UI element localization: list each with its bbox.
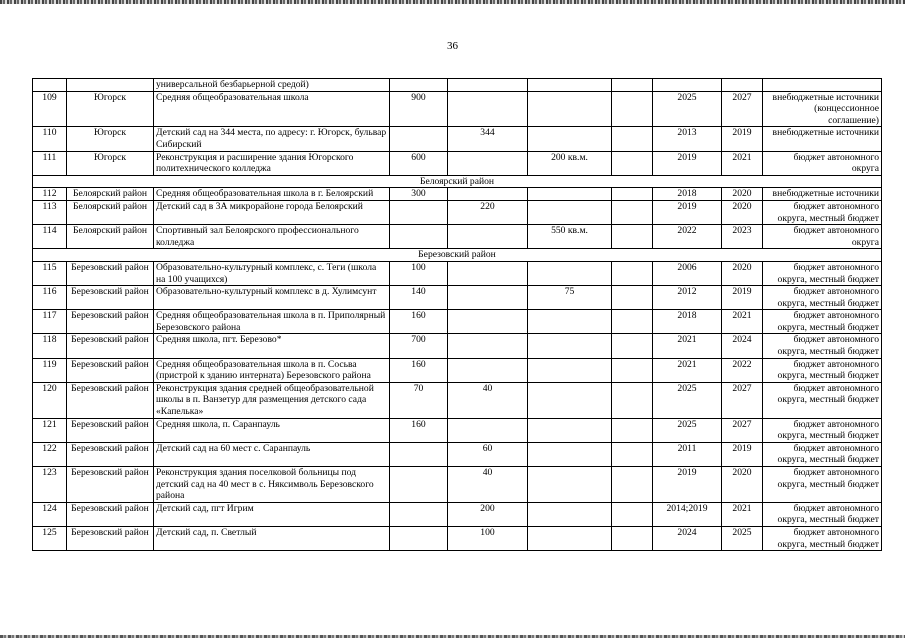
cell-c4: [612, 261, 653, 285]
cell-c2: [448, 334, 528, 358]
cell-start-year: 2021: [653, 334, 722, 358]
cell-c4: [612, 286, 653, 310]
cell-c4: [612, 358, 653, 382]
cell-num: 113: [33, 200, 67, 224]
cell-object-name: Средняя общеобразовательная школа в п. Приполярный Березовского района: [154, 310, 390, 334]
cell-num: 119: [33, 358, 67, 382]
continuation-row: [33, 79, 882, 92]
cell-funding-source: бюджет автономного округа, местный бюджет: [763, 334, 882, 358]
cell-num: 125: [33, 526, 67, 550]
cell-start-year: 2012: [653, 286, 722, 310]
cell-object-name: Средняя общеобразовательная школа: [154, 91, 390, 127]
cell-start-year: 2022: [653, 225, 722, 249]
cell-location: Березовский район: [67, 310, 154, 334]
cell-c1: 70: [390, 382, 448, 418]
cell-c4: [612, 502, 653, 526]
cell-start-year: 2011: [653, 442, 722, 466]
cell-start-year: 2025: [653, 418, 722, 442]
cell-c3: [528, 79, 612, 92]
cell-c3: 550 кв.м.: [528, 225, 612, 249]
cell-end-year: 2024: [722, 334, 763, 358]
table-row: [33, 358, 882, 382]
cell-location: Белоярский район: [67, 188, 154, 201]
cell-end-year: 2019: [722, 127, 763, 151]
section-header-row: [33, 175, 882, 188]
cell-c3: [528, 310, 612, 334]
cell-c1: [390, 526, 448, 550]
cell-location: Югорск: [67, 91, 154, 127]
cell-object-name: Детский сад в 3А микрорайоне города Белоярский: [154, 200, 390, 224]
cell-end-year: 2020: [722, 188, 763, 201]
cell-start-year: 2018: [653, 310, 722, 334]
cell-location: Югорск: [67, 151, 154, 175]
cell-c3: [528, 334, 612, 358]
cell-c2: [448, 151, 528, 175]
cell-c2: [448, 188, 528, 201]
cell-c1: 160: [390, 310, 448, 334]
cell-start-year: 2018: [653, 188, 722, 201]
cell-c2: [448, 310, 528, 334]
table-row: [33, 188, 882, 201]
cell-start-year: 2024: [653, 526, 722, 550]
cell-end-year: 2019: [722, 442, 763, 466]
cell-location: Березовский район: [67, 334, 154, 358]
cell-end-year: 2027: [722, 91, 763, 127]
cell-object-name: Средняя общеобразовательная школа в г. Белоярский: [154, 188, 390, 201]
cell-c1: [390, 502, 448, 526]
cell-c4: [612, 79, 653, 92]
cell-c4: [612, 151, 653, 175]
cell-num: 116: [33, 286, 67, 310]
cell-object-name: Детский сад, пгт Игрим: [154, 502, 390, 526]
cell-end-year: 2022: [722, 358, 763, 382]
cell-num: [33, 79, 67, 92]
cell-c4: [612, 442, 653, 466]
cell-start-year: 2025: [653, 382, 722, 418]
cell-object-name: Детский сад на 344 места, по адресу: г. Югорск, бульвар Сибирский: [154, 127, 390, 151]
cell-c2: [448, 261, 528, 285]
cell-num: 117: [33, 310, 67, 334]
cell-start-year: 2006: [653, 261, 722, 285]
cell-num: 111: [33, 151, 67, 175]
cell-funding-source: бюджет автономного округа, местный бюджет: [763, 418, 882, 442]
construction-table: [32, 78, 882, 551]
cell-location: Югорск: [67, 127, 154, 151]
cell-end-year: 2023: [722, 225, 763, 249]
cell-end-year: 2020: [722, 467, 763, 503]
cell-location: Березовский район: [67, 502, 154, 526]
table-row: [33, 127, 882, 151]
table-row: [33, 382, 882, 418]
cell-location: Березовский район: [67, 382, 154, 418]
cell-start-year: 2014;2019: [653, 502, 722, 526]
table-row: [33, 418, 882, 442]
cell-funding-source: бюджет автономного округа: [763, 225, 882, 249]
cell-location: Белоярский район: [67, 225, 154, 249]
cell-c1: [390, 467, 448, 503]
cell-object-name: Реконструкция и расширение здания Югорского политехнического колледжа: [154, 151, 390, 175]
cell-object-name: Образовательно-культурный комплекс, с. Теги (школа на 100 учащихся): [154, 261, 390, 285]
cell-end-year: 2020: [722, 200, 763, 224]
cell-object-name: Спортивный зал Белоярского профессионального колледжа: [154, 225, 390, 249]
cell-c1: 700: [390, 334, 448, 358]
cell-c4: [612, 310, 653, 334]
cell-c3: 200 кв.м.: [528, 151, 612, 175]
cell-num: 110: [33, 127, 67, 151]
cell-location: [67, 79, 154, 92]
cell-funding-source: бюджет автономного округа: [763, 151, 882, 175]
cell-funding-source: бюджет автономного округа, местный бюджет: [763, 526, 882, 550]
cell-object-name: Детский сад, п. Светлый: [154, 526, 390, 550]
cell-start-year: 2013: [653, 127, 722, 151]
cell-num: 120: [33, 382, 67, 418]
cell-c4: [612, 91, 653, 127]
table-row: [33, 261, 882, 285]
cell-location: Белоярский район: [67, 200, 154, 224]
cell-location: Березовский район: [67, 358, 154, 382]
cell-c3: [528, 91, 612, 127]
cell-c3: [528, 358, 612, 382]
cell-c2: 100: [448, 526, 528, 550]
cell-c2: [448, 91, 528, 127]
cell-start-year: 2019: [653, 467, 722, 503]
cell-location: Березовский район: [67, 442, 154, 466]
cell-c1: 100: [390, 261, 448, 285]
cell-c3: [528, 382, 612, 418]
table-row: [33, 151, 882, 175]
cell-c1: [390, 442, 448, 466]
cell-c4: [612, 382, 653, 418]
cell-location: Березовский район: [67, 467, 154, 503]
cell-c1: 140: [390, 286, 448, 310]
cell-start-year: 2019: [653, 200, 722, 224]
cell-num: 114: [33, 225, 67, 249]
cell-location: Березовский район: [67, 526, 154, 550]
cell-c3: [528, 502, 612, 526]
cell-c4: [612, 200, 653, 224]
table-row: [33, 526, 882, 550]
cell-c3: [528, 442, 612, 466]
table-row: [33, 200, 882, 224]
cell-funding-source: бюджет автономного округа, местный бюджет: [763, 358, 882, 382]
cell-c3: [528, 188, 612, 201]
cell-c4: [612, 334, 653, 358]
cell-num: 123: [33, 467, 67, 503]
cell-funding-source: [763, 79, 882, 92]
cell-c1: 160: [390, 418, 448, 442]
cell-object-name: Детский сад на 60 мест с. Саранпауль: [154, 442, 390, 466]
cell-object-name: универсальной безбарьерной средой): [154, 79, 390, 92]
cell-c3: [528, 467, 612, 503]
cell-start-year: 2019: [653, 151, 722, 175]
cell-location: Березовский район: [67, 286, 154, 310]
cell-funding-source: бюджет автономного округа, местный бюджет: [763, 261, 882, 285]
cell-num: 118: [33, 334, 67, 358]
cell-object-name: Образовательно-культурный комплекс в д. Хулимсунт: [154, 286, 390, 310]
cell-c1: [390, 225, 448, 249]
cell-funding-source: бюджет автономного округа, местный бюджет: [763, 382, 882, 418]
cell-end-year: 2021: [722, 151, 763, 175]
cell-c4: [612, 418, 653, 442]
scan-edge-bottom: [0, 635, 905, 638]
cell-end-year: [722, 79, 763, 92]
cell-end-year: 2027: [722, 418, 763, 442]
table-body: [33, 79, 882, 551]
cell-c2: [448, 79, 528, 92]
cell-object-name: Средняя общеобразовательная школа в п. Сосьва (пристрой к зданию интерната) Березовского района: [154, 358, 390, 382]
cell-c2: 60: [448, 442, 528, 466]
cell-num: 121: [33, 418, 67, 442]
cell-c3: [528, 261, 612, 285]
cell-c1: [390, 127, 448, 151]
cell-c4: [612, 526, 653, 550]
cell-end-year: 2027: [722, 382, 763, 418]
cell-num: 124: [33, 502, 67, 526]
cell-end-year: 2021: [722, 502, 763, 526]
section-title: Березовский район: [33, 249, 882, 262]
cell-c4: [612, 467, 653, 503]
cell-c1: [390, 79, 448, 92]
cell-num: 112: [33, 188, 67, 201]
cell-c2: [448, 225, 528, 249]
table-row: [33, 502, 882, 526]
cell-start-year: 2021: [653, 358, 722, 382]
cell-object-name: Средняя школа, п. Саранпауль: [154, 418, 390, 442]
cell-c1: [390, 200, 448, 224]
table-row: [33, 467, 882, 503]
cell-funding-source: бюджет автономного округа, местный бюджет: [763, 200, 882, 224]
cell-c3: [528, 418, 612, 442]
table-row: [33, 91, 882, 127]
cell-c2: [448, 286, 528, 310]
cell-c4: [612, 225, 653, 249]
cell-num: 109: [33, 91, 67, 127]
cell-location: Березовский район: [67, 418, 154, 442]
page-number: 36: [447, 40, 458, 52]
cell-end-year: 2021: [722, 310, 763, 334]
cell-funding-source: внебюджетные источники: [763, 127, 882, 151]
table-row: [33, 225, 882, 249]
cell-c2: 200: [448, 502, 528, 526]
cell-funding-source: бюджет автономного округа, местный бюджет: [763, 467, 882, 503]
cell-c3: [528, 127, 612, 151]
cell-start-year: 2025: [653, 91, 722, 127]
cell-funding-source: бюджет автономного округа, местный бюджет: [763, 310, 882, 334]
cell-start-year: [653, 79, 722, 92]
cell-c2: 40: [448, 382, 528, 418]
table-row: [33, 310, 882, 334]
cell-funding-source: внебюджетные источники: [763, 188, 882, 201]
cell-end-year: 2019: [722, 286, 763, 310]
cell-end-year: 2025: [722, 526, 763, 550]
cell-c1: 600: [390, 151, 448, 175]
cell-object-name: Реконструкция здания средней общеобразовательной школы в п. Ванзетур для размещения детского сада «Капелька»: [154, 382, 390, 418]
cell-c2: [448, 418, 528, 442]
cell-c3: [528, 200, 612, 224]
cell-num: 122: [33, 442, 67, 466]
cell-c1: 160: [390, 358, 448, 382]
cell-funding-source: бюджет автономного округа, местный бюджет: [763, 442, 882, 466]
table-row: [33, 286, 882, 310]
table-row: [33, 442, 882, 466]
cell-c1: 300: [390, 188, 448, 201]
cell-c1: 900: [390, 91, 448, 127]
cell-c3: 75: [528, 286, 612, 310]
cell-funding-source: внебюджетные источники (концессионное соглашение): [763, 91, 882, 127]
cell-funding-source: бюджет автономного округа, местный бюджет: [763, 286, 882, 310]
cell-end-year: 2020: [722, 261, 763, 285]
cell-c3: [528, 526, 612, 550]
cell-c2: 220: [448, 200, 528, 224]
cell-c2: [448, 358, 528, 382]
scan-edge-top: [0, 0, 905, 4]
cell-num: 115: [33, 261, 67, 285]
cell-object-name: Реконструкция здания поселковой больницы под детский сад на 40 мест в с. Няксимволь Березовского района: [154, 467, 390, 503]
cell-c2: 344: [448, 127, 528, 151]
cell-funding-source: бюджет автономного округа, местный бюджет: [763, 502, 882, 526]
section-title: Белоярский район: [33, 175, 882, 188]
section-header-row: [33, 249, 882, 262]
cell-c2: 40: [448, 467, 528, 503]
cell-c4: [612, 188, 653, 201]
cell-c4: [612, 127, 653, 151]
cell-location: Березовский район: [67, 261, 154, 285]
cell-object-name: Средняя школа, пгт. Березово*: [154, 334, 390, 358]
table-row: [33, 334, 882, 358]
